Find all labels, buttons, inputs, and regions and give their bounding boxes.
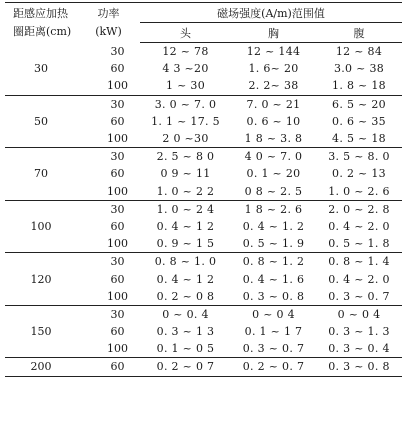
distance-header [5, 3, 77, 43]
table-header [5, 3, 402, 43]
head-value-cell: 2 0 ~30 [140, 130, 231, 148]
power-cell: 100 [77, 77, 140, 95]
distance-header-line2: 圈距离(cm) [13, 24, 72, 38]
chest-value-cell: 12 ~ 144 [246, 45, 301, 59]
head-value-cell: 0. 2 ~ 0 7 [140, 358, 231, 376]
distance-cell: 30 [5, 43, 77, 96]
head-value-cell: 4 3 ~20 [162, 62, 209, 76]
power-cell: 100 [77, 288, 140, 306]
head-value-cell: 0. 4 ~ 1 2 [156, 219, 215, 233]
abdomen-value-cell: 6. 5 ~ 20 [332, 97, 386, 111]
head-value-cell: 1 ~ 30 [140, 77, 231, 95]
chest-value-cell: 7. 0 ~ 21 [246, 97, 301, 111]
power-cell: 30 [110, 150, 125, 164]
table-row [5, 43, 402, 61]
power-cell: 60 [110, 219, 125, 233]
table-row [5, 253, 402, 271]
chest-header: 胸 [231, 23, 316, 43]
head-value-cell: 1. 0 ~ 2 4 [156, 202, 215, 216]
distance-cell: 200 [5, 358, 77, 376]
abdomen-value-cell: 0. 4 ~ 2. 0 [328, 272, 390, 286]
power-header-line1: 功率 [97, 6, 120, 20]
distance-cell: 100 [5, 200, 77, 253]
chest-value-cell: 0. 4 ~ 1. 6 [242, 272, 305, 286]
chest-value-cell: 0. 1 ~ 20 [246, 167, 301, 181]
head-value-cell: 0. 2 ~ 0 8 [140, 288, 231, 306]
abdomen-value-cell: 1. 8 ~ 18 [316, 77, 402, 95]
power-cell: 30 [110, 44, 125, 58]
power-cell: 30 [110, 97, 125, 111]
head-value-cell: 1. 0 ~ 2 2 [140, 183, 231, 201]
abdomen-value-cell: 0. 3 ~ 0. 4 [316, 340, 402, 358]
distance-group [5, 95, 402, 148]
chest-value-cell: 0. 5 ~ 1. 9 [231, 235, 316, 253]
head-value-cell: 3. 0 ~ 7. 0 [154, 97, 217, 111]
head-value-cell: 0. 3 ~ 1 3 [156, 325, 215, 339]
power-cell: 100 [77, 183, 140, 201]
distance-cell: 150 [5, 305, 77, 358]
distance-group [5, 200, 402, 253]
distance-header-line1: 距感应加热 [13, 6, 68, 20]
power-cell: 60 [110, 62, 125, 76]
head-value-cell: 0. 8 ~ 1. 0 [154, 255, 217, 269]
distance-cell: 50 [5, 95, 77, 148]
abdomen-value-cell: 0. 3 ~ 0. 8 [316, 358, 402, 376]
power-header-line2: (kW) [95, 24, 122, 38]
field-strength-table [5, 2, 402, 377]
abdomen-value-cell: 2. 0 ~ 2. 8 [328, 202, 390, 216]
distance-group [5, 253, 402, 306]
chest-value-cell: 1. 6~ 20 [248, 62, 299, 76]
chest-value-cell: 0. 3 ~ 0. 8 [231, 288, 316, 306]
abdomen-value-cell: 12 ~ 84 [335, 45, 383, 59]
chest-value-cell: 0 ~ 0 4 [252, 307, 295, 321]
head-value-cell: 0 9 ~ 11 [160, 167, 211, 181]
distance-cell: 70 [5, 148, 77, 201]
power-cell: 60 [110, 167, 125, 181]
table-row [5, 148, 402, 166]
abdomen-value-cell: 4. 5 ~ 18 [316, 130, 402, 148]
chest-value-cell: 0. 6 ~ 10 [246, 114, 301, 128]
power-cell: 100 [77, 340, 140, 358]
abdomen-value-cell: 1. 0 ~ 2. 6 [316, 183, 402, 201]
power-cell: 30 [110, 255, 125, 269]
abdomen-value-cell: 3. 5 ~ 8. 0 [328, 150, 390, 164]
abdomen-header: 腹 [316, 23, 402, 43]
chest-value-cell: 0. 1 ~ 1 7 [244, 325, 303, 339]
distance-group [5, 43, 402, 96]
power-cell: 100 [77, 235, 140, 253]
power-cell: 60 [77, 358, 140, 376]
abdomen-value-cell: 0. 6 ~ 35 [332, 114, 386, 128]
head-header: 头 [140, 23, 231, 43]
head-value-cell: 2. 5 ~ 8 0 [156, 150, 215, 164]
head-value-cell: 0 ~ 0. 4 [162, 307, 209, 321]
table-row [5, 200, 402, 218]
chest-value-cell: 1 8 ~ 2. 6 [244, 202, 303, 216]
power-cell: 30 [110, 202, 125, 216]
table-row [5, 95, 402, 113]
chest-value-cell: 1 8 ~ 3. 8 [231, 130, 316, 148]
distance-group [5, 305, 402, 358]
distance-group [5, 358, 402, 376]
power-cell: 100 [77, 130, 140, 148]
abdomen-value-cell: 0. 3 ~ 0. 7 [316, 288, 402, 306]
chest-value-cell: 0. 3 ~ 0. 7 [231, 340, 316, 358]
abdomen-value-cell: 0 ~ 0 4 [337, 307, 381, 321]
abdomen-value-cell: 0. 8 ~ 1. 4 [328, 255, 390, 269]
head-value-cell: 0. 4 ~ 1 2 [156, 272, 215, 286]
abdomen-value-cell: 0. 3 ~ 1. 3 [328, 325, 390, 339]
chest-value-cell: 0. 4 ~ 1. 2 [242, 219, 305, 233]
chest-value-cell: 0. 2 ~ 0. 7 [231, 358, 316, 376]
head-value-cell: 12 ~ 78 [162, 45, 209, 59]
distance-cell: 120 [5, 253, 77, 306]
chest-value-cell: 2. 2~ 38 [231, 77, 316, 95]
power-cell: 60 [110, 325, 125, 339]
head-value-cell: 1. 1 ~ 17. 5 [151, 114, 220, 128]
head-value-cell: 0. 1 ~ 0 5 [140, 340, 231, 358]
power-header [77, 3, 140, 43]
power-cell: 60 [110, 272, 125, 286]
power-cell: 60 [110, 114, 125, 128]
distance-group [5, 148, 402, 201]
abdomen-value-cell: 0. 2 ~ 13 [332, 167, 386, 181]
abdomen-value-cell: 0. 4 ~ 2. 0 [328, 219, 390, 233]
field-strength-header: 磁场强度(A/m)范围值 [140, 3, 402, 23]
chest-value-cell: 0. 8 ~ 1. 2 [242, 255, 305, 269]
head-value-cell: 0. 9 ~ 1 5 [140, 235, 231, 253]
abdomen-value-cell: 0. 5 ~ 1. 8 [316, 235, 402, 253]
chest-value-cell: 0 8 ~ 2. 5 [231, 183, 316, 201]
power-cell: 30 [110, 307, 125, 321]
abdomen-value-cell: 3.0 ~ 38 [333, 62, 385, 76]
table-row [5, 305, 402, 323]
table-row [5, 358, 402, 376]
chest-value-cell: 4 0 ~ 7. 0 [244, 150, 303, 164]
